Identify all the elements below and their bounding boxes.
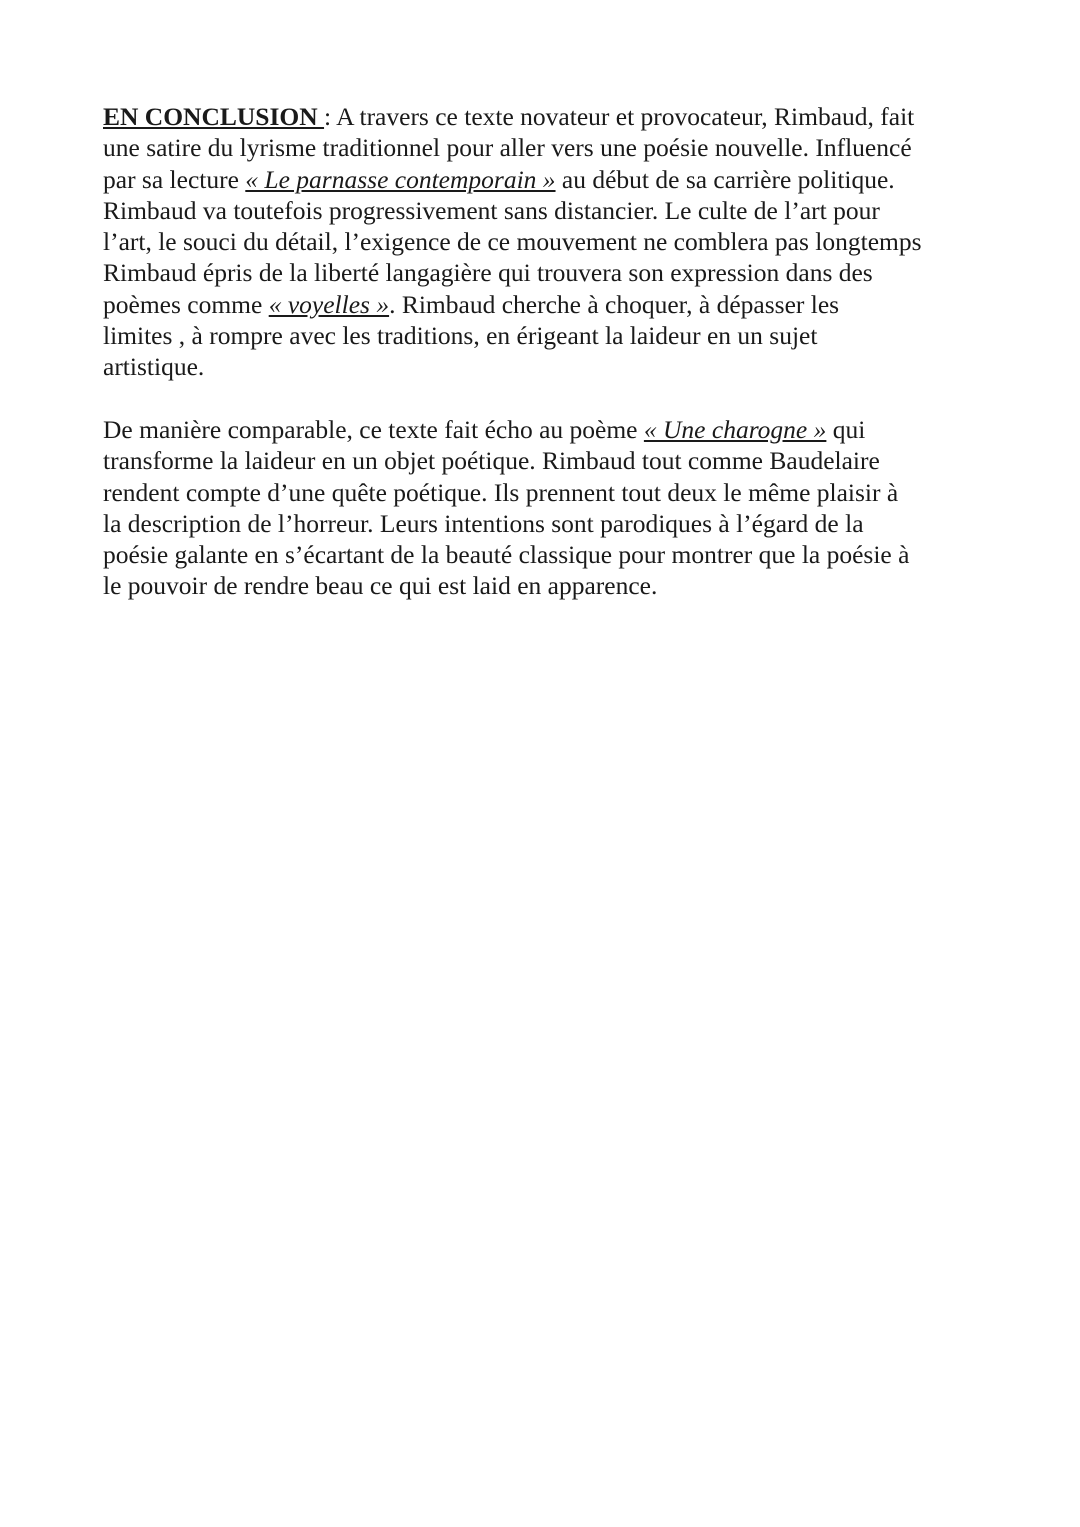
text-line: une satire du lyrisme traditionnel pour aller vers une poésie nouvelle. Influencé (103, 133, 912, 163)
text-segment: De manière comparable, ce texte fait écho au poème (103, 414, 644, 444)
text-line: limites , à rompre avec les traditions, en érigeant la laideur en un sujet (103, 321, 818, 351)
text-line: Rimbaud va toutefois progressivement sans distancier. Le culte de l’art pour (103, 195, 880, 225)
text-segment: au début de sa carrière politique. (555, 164, 895, 194)
text-line: la description de l’horreur. Leurs intentions sont parodiques à l’égard de la (103, 508, 864, 538)
text-line (103, 414, 993, 445)
text-line: l’art, le souci du détail, l’exigence de ce mouvement ne comblera pas longtemps (103, 227, 922, 257)
text-line: le pouvoir de rendre beau ce qui est laid en apparence. (103, 571, 658, 601)
document-page (103, 101, 993, 602)
text-segment: par sa lecture (103, 164, 246, 194)
text-segment: poèmes comme (103, 289, 269, 319)
work-title-parnasse: « Le parnasse contemporain » (245, 164, 556, 194)
text-line: artistique. (103, 352, 205, 382)
text-line (103, 101, 993, 132)
text-line (103, 164, 993, 195)
text-line: transforme la laideur en un objet poétique. Rimbaud tout comme Baudelaire (103, 446, 880, 476)
comparison-paragraph (103, 414, 993, 602)
work-title-voyelles: « voyelles » (268, 289, 390, 319)
text-segment: qui (826, 414, 866, 444)
text-line (103, 289, 993, 320)
text-segment: . Rimbaud cherche à choquer, à dépasser les (389, 289, 840, 319)
text-line: Rimbaud épris de la liberté langagière qui trouvera son expression dans des (103, 258, 873, 288)
work-title-charogne: « Une charogne » (643, 414, 827, 444)
text-segment: : A travers ce texte novateur et provocateur, Rimbaud, fait (324, 102, 915, 131)
text-line: rendent compte d’une quête poétique. Ils prennent tout deux le même plaisir à (103, 477, 899, 507)
conclusion-heading: EN CONCLUSION (103, 102, 325, 131)
text-line: poésie galante en s’écartant de la beauté classique pour montrer que la poésie à (103, 540, 910, 570)
conclusion-paragraph (103, 101, 993, 383)
